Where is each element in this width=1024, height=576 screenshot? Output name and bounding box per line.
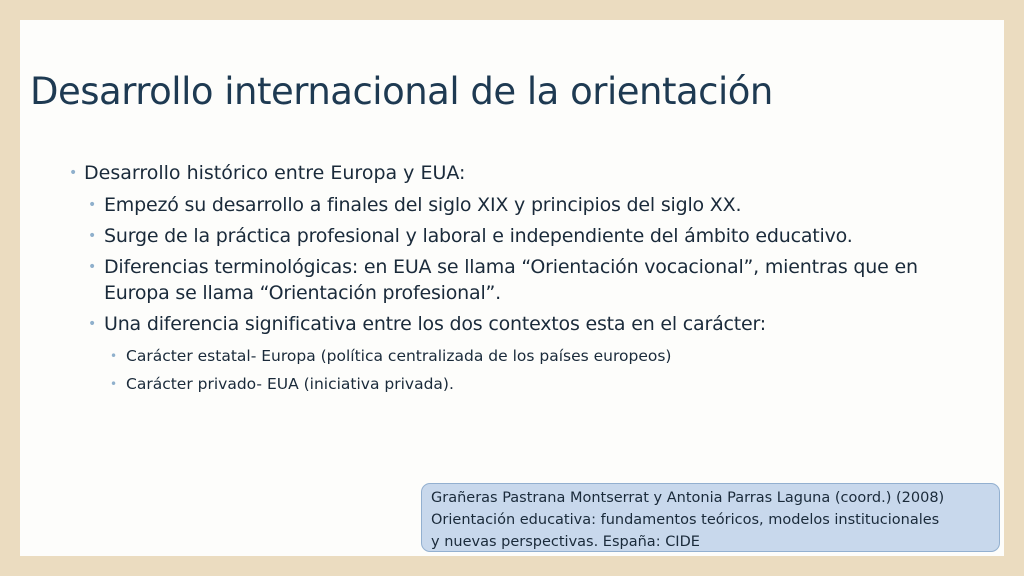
- bullet-dot-icon: •: [110, 349, 118, 363]
- citation-box: [421, 483, 1000, 552]
- bullet-text: Una diferencia significativa entre los dos contextos esta en el carácter:: [104, 313, 767, 335]
- slide: [20, 20, 1004, 556]
- bullet-item: [68, 345, 968, 367]
- slide-title: Desarrollo internacional de la orientación: [30, 70, 773, 113]
- bullet-item: [68, 373, 968, 395]
- citation-line: y nuevas perspectivas. España: CIDE: [431, 534, 700, 550]
- bullet-item: [68, 223, 968, 249]
- bullet-item: [68, 160, 968, 186]
- citation-line: Grañeras Pastrana Montserrat y Antonia Parras Laguna (coord.) (2008): [431, 490, 945, 506]
- bullet-dot-icon: •: [88, 197, 97, 213]
- bullet-text: Empezó su desarrollo a finales del siglo XIX y principios del siglo XX.: [104, 194, 742, 216]
- bullet-item: [68, 192, 968, 218]
- bullet-item: [68, 254, 968, 306]
- bullet-list: [68, 160, 968, 395]
- bullet-dot-icon: •: [110, 377, 118, 391]
- citation-line: Orientación educativa: fundamentos teóricos, modelos institucionales: [431, 512, 940, 528]
- bullet-dot-icon: •: [69, 165, 78, 181]
- bullet-text: Desarrollo histórico entre Europa y EUA:: [84, 162, 466, 184]
- bullet-item: [68, 311, 968, 337]
- bullet-dot-icon: •: [88, 259, 97, 275]
- bullet-dot-icon: •: [88, 316, 97, 332]
- bullet-dot-icon: •: [88, 228, 97, 244]
- bullet-text: Carácter privado- EUA (iniciativa privada).: [126, 375, 454, 393]
- bullet-text: Surge de la práctica profesional y laboral e independiente del ámbito educativo.: [104, 225, 853, 247]
- bullet-text: Diferencias terminológicas: en EUA se llama “Orientación vocacional”, mientras que en Europa se llama “Orientación profesional”.: [104, 256, 918, 304]
- bullet-text: Carácter estatal- Europa (política centralizada de los países europeos): [126, 347, 672, 365]
